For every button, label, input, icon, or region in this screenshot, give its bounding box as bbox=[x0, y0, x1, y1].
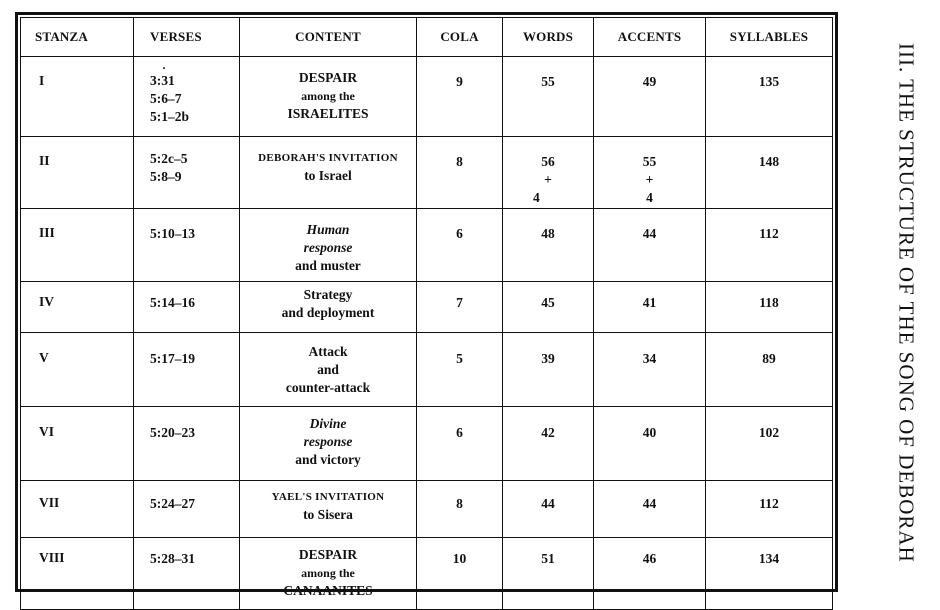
cola-cell: 10 bbox=[417, 538, 503, 610]
syllables-cell: 89 bbox=[706, 333, 833, 407]
syllables-cell: 102 bbox=[706, 407, 833, 481]
stanza-cell: VIII bbox=[21, 538, 134, 610]
verses-cell bbox=[134, 57, 240, 137]
content-line: and bbox=[317, 362, 339, 377]
syllables-cell: 134 bbox=[706, 538, 833, 610]
verses-cell bbox=[134, 209, 240, 282]
content-line: among the bbox=[301, 89, 355, 103]
words-cell bbox=[503, 57, 594, 137]
verse-ref: 5:17–19 bbox=[150, 351, 195, 366]
words-value: 51 bbox=[541, 551, 555, 566]
accents-cell bbox=[594, 209, 706, 282]
content-cell bbox=[240, 209, 417, 282]
content-line: Strategy bbox=[303, 287, 353, 302]
accents-value: 40 bbox=[642, 425, 657, 440]
table-row bbox=[21, 538, 833, 610]
verses-cell bbox=[134, 407, 240, 481]
syllables-cell: 135 bbox=[706, 57, 833, 137]
words-value: + bbox=[544, 172, 552, 187]
accents-value: 44 bbox=[642, 226, 657, 241]
stanza-cell: III bbox=[21, 209, 134, 282]
accents-value: 49 bbox=[642, 74, 657, 89]
accents-cell bbox=[594, 538, 706, 610]
words-cell bbox=[503, 137, 594, 209]
verse-ref: 5:6–7 bbox=[150, 91, 182, 106]
cola-cell: 6 bbox=[417, 209, 503, 282]
words-value: 56 bbox=[541, 154, 555, 169]
verse-ref: 5:24–27 bbox=[150, 496, 195, 511]
verse-ref: 5:28–31 bbox=[150, 551, 195, 566]
header-words: WORDS bbox=[503, 18, 594, 57]
header-stanza: STANZA bbox=[21, 18, 134, 57]
header-cola: COLA bbox=[417, 18, 503, 57]
stanza-cell: I bbox=[21, 57, 134, 137]
page-title: III. THE STRUCTURE OF THE SONG OF DEBORAH bbox=[894, 43, 919, 563]
table-row bbox=[21, 481, 833, 538]
verse-ref: 5:20–23 bbox=[150, 425, 195, 440]
accents-value: 4 bbox=[646, 190, 653, 205]
content-line: and muster bbox=[295, 258, 361, 273]
verse-ref: 3:31 bbox=[150, 73, 175, 88]
stanza-cell: IV bbox=[21, 282, 134, 333]
syllables-cell: 148 bbox=[706, 137, 833, 209]
words-value: 44 bbox=[541, 496, 555, 511]
table-row bbox=[21, 333, 833, 407]
content-line: response bbox=[303, 240, 353, 255]
accents-value: + bbox=[645, 172, 654, 187]
table-row bbox=[21, 57, 833, 137]
structure-table-frame bbox=[15, 12, 838, 598]
content-line: DESPAIR bbox=[298, 70, 358, 85]
accents-cell bbox=[594, 333, 706, 407]
content-line: to Sisera bbox=[303, 507, 353, 522]
verse-ref: 5:8–9 bbox=[150, 169, 182, 184]
accents-cell bbox=[594, 57, 706, 137]
verses-cell bbox=[134, 333, 240, 407]
accents-cell bbox=[594, 282, 706, 333]
accents-cell bbox=[594, 481, 706, 538]
content-line: response bbox=[303, 434, 353, 449]
header-syllables: SYLLABLES bbox=[706, 18, 833, 57]
content-cell bbox=[240, 282, 417, 333]
verses-cell bbox=[134, 481, 240, 538]
content-line: CANAANITES bbox=[283, 583, 373, 598]
accents-value: 55 bbox=[642, 154, 657, 169]
content-line: YAEL'S INVITATION bbox=[271, 491, 385, 503]
content-line: Attack bbox=[308, 344, 348, 359]
verse-mark: · bbox=[162, 61, 167, 75]
stanza-cell: V bbox=[21, 333, 134, 407]
verse-ref: 5:2c–5 bbox=[150, 151, 188, 166]
content-cell bbox=[240, 481, 417, 538]
table-row bbox=[21, 137, 833, 209]
words-value: 48 bbox=[541, 226, 555, 241]
content-line: and victory bbox=[295, 452, 361, 467]
content-cell bbox=[240, 538, 417, 610]
cola-cell: 6 bbox=[417, 407, 503, 481]
accents-cell bbox=[594, 137, 706, 209]
content-cell bbox=[240, 57, 417, 137]
words-value: 55 bbox=[541, 74, 555, 89]
words-cell bbox=[503, 333, 594, 407]
structure-table bbox=[20, 17, 833, 610]
content-line: to Israel bbox=[304, 168, 352, 183]
table-row bbox=[21, 407, 833, 481]
content-line: among the bbox=[301, 566, 355, 580]
accents-value: 34 bbox=[642, 351, 657, 366]
words-cell bbox=[503, 538, 594, 610]
words-cell bbox=[503, 282, 594, 333]
accents-value: 46 bbox=[642, 551, 657, 566]
content-line: Human bbox=[306, 222, 350, 237]
side-title bbox=[876, 8, 936, 598]
table-row bbox=[21, 209, 833, 282]
accents-cell bbox=[594, 407, 706, 481]
words-value: 42 bbox=[541, 425, 555, 440]
verse-ref: 5:10–13 bbox=[150, 226, 195, 241]
accents-value: 44 bbox=[642, 496, 657, 511]
cola-cell: 5 bbox=[417, 333, 503, 407]
verse-ref: 5:14–16 bbox=[150, 295, 195, 310]
content-cell bbox=[240, 333, 417, 407]
content-line: and deployment bbox=[281, 305, 375, 320]
syllables-cell: 112 bbox=[706, 209, 833, 282]
words-value: 4 bbox=[533, 190, 540, 205]
words-cell bbox=[503, 481, 594, 538]
verses-cell bbox=[134, 538, 240, 610]
content-cell bbox=[240, 407, 417, 481]
content-cell bbox=[240, 137, 417, 209]
content-line: ISRAELITES bbox=[287, 106, 369, 121]
header-accents: ACCENTS bbox=[594, 18, 706, 57]
verses-cell bbox=[134, 137, 240, 209]
stanza-cell: II bbox=[21, 137, 134, 209]
words-value: 45 bbox=[541, 295, 555, 310]
cola-cell: 8 bbox=[417, 137, 503, 209]
accents-value: 41 bbox=[642, 295, 657, 310]
words-cell bbox=[503, 407, 594, 481]
verse-ref: 5:1–2b bbox=[150, 109, 190, 124]
words-value: 39 bbox=[541, 351, 555, 366]
verses-cell bbox=[134, 282, 240, 333]
syllables-cell: 112 bbox=[706, 481, 833, 538]
cola-cell: 7 bbox=[417, 282, 503, 333]
table-row bbox=[21, 282, 833, 333]
header-content: CONTENT bbox=[240, 18, 417, 57]
content-line: DEBORAH'S INVITATION bbox=[258, 152, 398, 164]
words-cell bbox=[503, 209, 594, 282]
content-line: counter-attack bbox=[285, 380, 371, 395]
header-verses: VERSES bbox=[134, 18, 240, 57]
syllables-cell: 118 bbox=[706, 282, 833, 333]
stanza-cell: VI bbox=[21, 407, 134, 481]
header-row bbox=[21, 18, 833, 57]
content-line: Divine bbox=[309, 416, 347, 431]
cola-cell: 9 bbox=[417, 57, 503, 137]
cola-cell: 8 bbox=[417, 481, 503, 538]
content-line: DESPAIR bbox=[298, 547, 358, 562]
stanza-cell: VII bbox=[21, 481, 134, 538]
